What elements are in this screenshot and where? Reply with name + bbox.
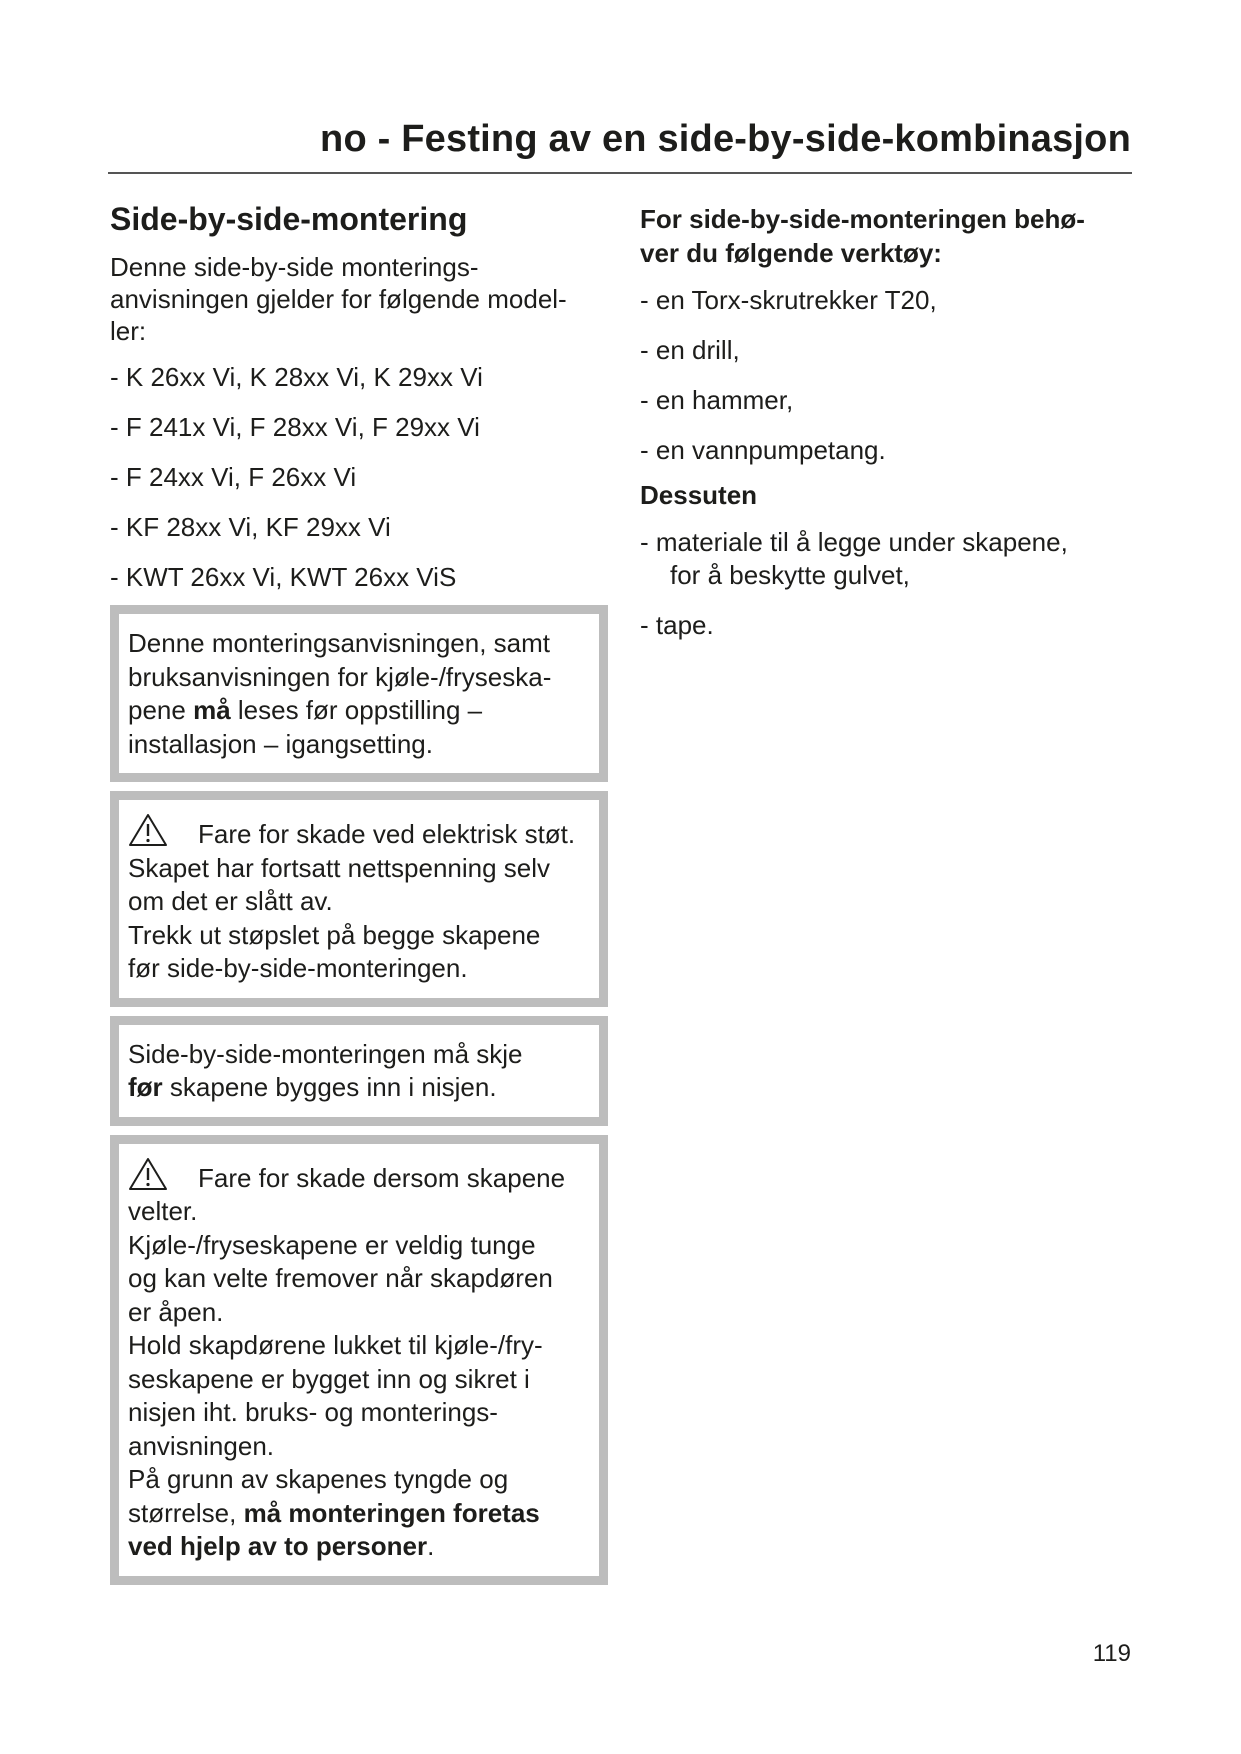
notice-line: installasjon – igangsetting. — [128, 728, 433, 759]
tools-heading — [640, 202, 1140, 270]
notice-line: Side-by-side-monteringen må skje — [128, 1038, 523, 1069]
warning-line: velter. — [128, 1196, 198, 1227]
warning-bold: må monteringen foretas — [243, 1497, 540, 1528]
warning-triangle-icon — [128, 1157, 168, 1191]
intro-line: anvisningen gjelder for følgende model- — [110, 284, 567, 315]
notice-text — [128, 1038, 593, 1105]
extras-heading: Dessuten — [640, 480, 758, 510]
warning-line: nisjen iht. bruks- og monterings- — [128, 1397, 498, 1428]
notice-line: bruksanvisningen for kjøle-/fryseska- — [128, 661, 552, 692]
extra-item — [640, 609, 1140, 642]
warning-tipping — [110, 1135, 608, 1585]
warning-line: er åpen. — [128, 1296, 224, 1327]
tool-item: - en vannpumpetang. — [640, 435, 886, 465]
left-column — [110, 202, 610, 1594]
model-list — [110, 361, 610, 593]
intro-paragraph — [110, 251, 610, 347]
tools-heading-line: For side-by-side-monteringen behø- — [640, 204, 1085, 234]
page-number: 119 — [1092, 1640, 1131, 1667]
warning-title-line — [128, 819, 575, 849]
intro-line: Denne side-by-side monterings- — [110, 252, 479, 283]
notice-line: pene — [128, 695, 194, 726]
notice-bold: må — [193, 695, 231, 726]
header-rule — [108, 172, 1132, 174]
warning-line: og kan velte fremover når skapdøren — [128, 1263, 553, 1294]
tool-item: - en Torx-skrutrekker T20, — [640, 285, 937, 315]
tools-heading-line: ver du følgende verktøy: — [640, 238, 942, 268]
warning-text — [128, 813, 593, 986]
tools-list — [640, 284, 1140, 467]
warning-text — [128, 1157, 593, 1564]
section-heading: Side-by-side-montering — [110, 201, 468, 237]
notice-line: leses før oppstilling – — [230, 695, 483, 726]
warning-line: Skapet har fortsatt nettspenning selv — [128, 852, 551, 883]
model-item: - F 24xx Vi, F 26xx Vi — [110, 462, 357, 493]
warning-line: om det er slått av. — [128, 886, 333, 917]
tool-item: - en hammer, — [640, 385, 794, 415]
tool-item: - en drill, — [640, 335, 740, 365]
warning-line: . — [427, 1531, 435, 1562]
notice-line: skapene bygges inn i nisjen. — [162, 1072, 497, 1103]
warning-line: anvisningen. — [128, 1430, 274, 1461]
warning-title-line — [128, 1163, 565, 1193]
model-item: - KWT 26xx Vi, KWT 26xx ViS — [110, 562, 457, 593]
notice-text — [128, 627, 593, 761]
warning-title: Fare for skade dersom skapene — [198, 1162, 566, 1193]
right-column — [640, 202, 1140, 659]
warning-line: Kjøle-/fryseskapene er veldig tunge — [128, 1229, 536, 1260]
extra-item-line: for å beskytte gulvet, — [670, 560, 910, 590]
warning-bold: ved hjelp av to personer — [128, 1531, 428, 1562]
model-item: - F 241x Vi, F 28xx Vi, F 29xx Vi — [110, 412, 480, 443]
model-item: - KF 28xx Vi, KF 29xx Vi — [110, 512, 391, 543]
warning-line: På grunn av skapenes tyngde og — [128, 1464, 509, 1495]
warning-line: før side-by-side-monteringen. — [128, 953, 468, 984]
warning-triangle-icon — [128, 813, 168, 847]
warning-electric-shock — [110, 791, 608, 1007]
extras-list — [640, 526, 1140, 642]
page-title: no - Festing av en side-by-side-kombinasjon — [320, 118, 1131, 160]
model-item: - K 26xx Vi, K 28xx Vi, K 29xx Vi — [110, 362, 483, 393]
warning-line: Trekk ut støpslet på begge skapene — [128, 919, 541, 950]
extra-item — [640, 526, 1140, 592]
notice-bold: før — [128, 1072, 163, 1103]
notice-line: Denne monteringsanvisningen, samt — [128, 628, 551, 659]
warning-line: seskapene er bygget inn og sikret i — [128, 1363, 530, 1394]
warning-title: Fare for skade ved elektrisk støt. — [198, 819, 576, 850]
notice-before-installation — [110, 1016, 608, 1126]
intro-line: ler: — [110, 316, 147, 347]
notice-read-instructions — [110, 605, 608, 782]
warning-line: størrelse, — [128, 1497, 244, 1528]
extra-item-line: - tape. — [640, 610, 714, 640]
warning-line: Hold skapdørene lukket til kjøle-/fry- — [128, 1330, 543, 1361]
extra-item-line: - materiale til å legge under skapene, — [640, 527, 1068, 557]
